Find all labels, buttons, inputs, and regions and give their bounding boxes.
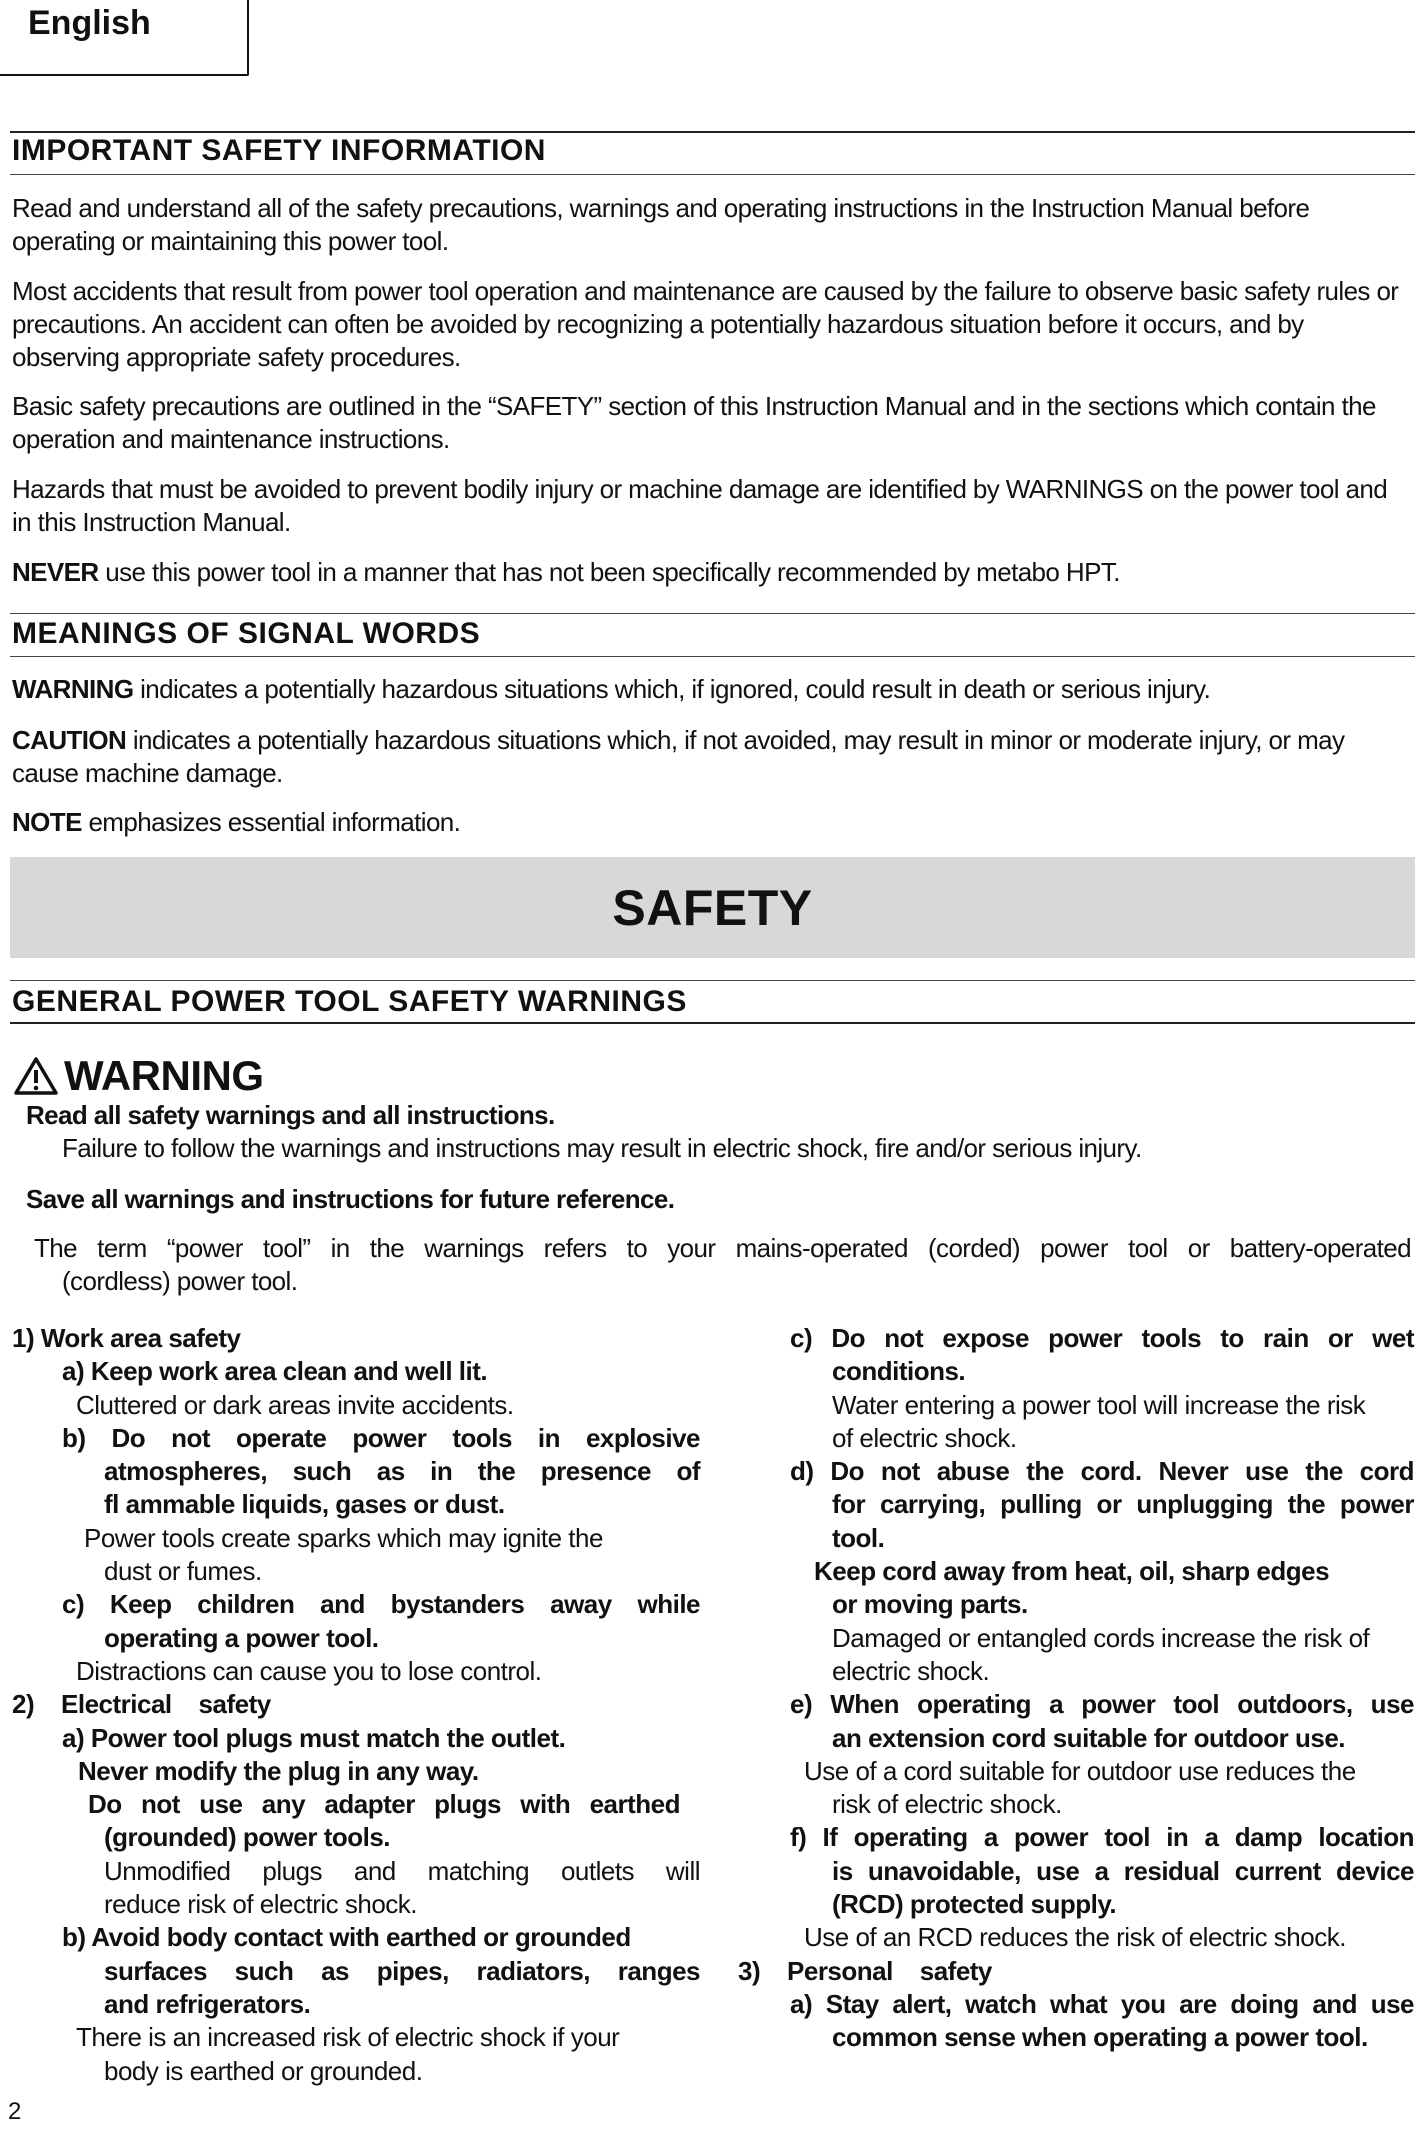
section-rule <box>10 613 1415 614</box>
list-item: or moving parts. <box>832 1589 1028 1620</box>
list-item: 3) Personal safety <box>738 1955 992 1986</box>
list-item: an extension cord suitable for outdoor use. <box>832 1722 1346 1753</box>
list-item: surfaces such as pipes, radiators, ranges <box>104 1955 700 1986</box>
section-title-signal-words: MEANINGS OF SIGNAL WORDS <box>12 617 481 650</box>
list-item: tool. <box>832 1522 885 1553</box>
language-tab <box>0 0 249 76</box>
paragraph-note-meaning <box>12 806 1411 839</box>
list-item: Unmodified plugs and matching outlets will <box>104 1855 700 1886</box>
paragraph-basic-precautions: Basic safety precautions are outlined in the “SAFETY” section of this Instruction Manual and in the sections which contain the operation and maintenance instructions. <box>12 391 1376 454</box>
section-rule <box>10 131 1415 133</box>
read-all-instructions: Read all safety warnings and all instructions. <box>26 1100 555 1130</box>
section-rule <box>10 174 1415 175</box>
list-item: Water entering a power tool will increase the risk <box>832 1389 1366 1420</box>
term-line-1: The term “power tool” in the warnings refers to your mains-operated (corded) power tool or battery-operated <box>34 1233 1411 1263</box>
right-column <box>738 1322 1414 2055</box>
list-item: dust or fumes. <box>104 1556 262 1587</box>
list-item: Use of an RCD reduces the risk of electric shock. <box>804 1922 1346 1953</box>
term-line-2: (cordless) power tool. <box>62 1266 298 1296</box>
list-item: c) Do not expose power tools to rain or wet <box>790 1323 1414 1353</box>
list-item: b) Do not operate power tools in explosive <box>62 1422 700 1453</box>
list-item: Do not use any adapter plugs with earthed <box>88 1789 680 1820</box>
warning-triangle-icon <box>14 1056 58 1096</box>
list-item: b) Avoid body contact with earthed or grounded <box>62 1922 631 1953</box>
paragraph-warning-meaning <box>12 673 1411 706</box>
list-item: f) If operating a power tool in a damp location <box>790 1822 1414 1853</box>
list-item: Cluttered or dark areas invite accidents. <box>76 1389 514 1420</box>
list-item: Damaged or entangled cords increase the risk of <box>832 1622 1370 1653</box>
list-item: c) Keep children and bystanders away while <box>62 1589 700 1620</box>
section-rule <box>10 1022 1415 1024</box>
list-item: e) When operating a power tool outdoors, use <box>790 1689 1414 1720</box>
list-item: 2) Electrical safety <box>12 1689 271 1720</box>
warning-label <box>14 1052 264 1100</box>
list-item: operating a power tool. <box>104 1622 379 1653</box>
list-item: for carrying, pulling or unplugging the power <box>832 1489 1414 1520</box>
list-item: 1) Work area safety <box>12 1323 241 1353</box>
paragraph-most-accidents: Most accidents that result from power tool operation and maintenance are caused by the failure to observe basic safety rules or precautions. An accident can often be avoided by recognizing a potentially hazardous situation before it occurs, and by observing appropriate safety procedures. <box>12 276 1399 372</box>
list-item: a) Stay alert, watch what you are doing and use <box>790 1988 1414 2019</box>
list-item: d) Do not abuse the cord. Never use the cord <box>790 1456 1414 1487</box>
language-tab-label: English <box>28 4 151 42</box>
list-item: is unavoidable, use a residual current device <box>832 1855 1414 1886</box>
list-item: Power tools create sparks which may ignite the <box>84 1522 603 1553</box>
list-item: reduce risk of electric shock. <box>104 1889 418 1920</box>
paragraph-never <box>12 556 1411 589</box>
save-all-instructions: Save all warnings and instructions for future reference. <box>26 1184 675 1214</box>
list-item: risk of electric shock. <box>832 1789 1062 1820</box>
section-title-general-warnings: GENERAL POWER TOOL SAFETY WARNINGS <box>12 985 687 1018</box>
note-lead: NOTE <box>12 807 82 837</box>
list-item: of electric shock. <box>832 1422 1017 1453</box>
list-item: Use of a cord suitable for outdoor use reduces the <box>804 1755 1356 1786</box>
note-text: emphasizes essential information. <box>81 807 461 837</box>
list-item: and refrigerators. <box>104 1988 311 2019</box>
list-item: conditions. <box>832 1356 966 1387</box>
paragraph-caution-meaning <box>12 724 1411 790</box>
list-item: Keep cord away from heat, oil, sharp edges <box>814 1556 1330 1587</box>
list-item: (RCD) protected supply. <box>832 1889 1117 1920</box>
list-item: Never modify the plug in any way. <box>78 1755 479 1786</box>
list-item: There is an increased risk of electric shock if your <box>76 2022 620 2053</box>
caution-lead: CAUTION <box>12 725 127 755</box>
warning-label-text: WARNING <box>64 1052 264 1099</box>
list-item: fl ammable liquids, gases or dust. <box>104 1489 505 1520</box>
failure-text: Failure to follow the warnings and instructions may result in electric shock, fire and/or serious injury. <box>62 1133 1142 1163</box>
paragraph-read-understand: Read and understand all of the safety precautions, warnings and operating instructions in the Instruction Manual before operating or maintaining this power tool. <box>12 193 1310 256</box>
list-item: Distractions can cause you to lose control. <box>76 1655 542 1686</box>
list-item: a) Power tool plugs must match the outlet. <box>62 1722 566 1753</box>
list-item: atmospheres, such as in the presence of <box>104 1456 700 1487</box>
list-item: body is earthed or grounded. <box>104 2055 423 2086</box>
left-column <box>12 1322 700 2088</box>
warning-text: indicates a potentially hazardous situations which, if ignored, could result in death or serious injury. <box>133 674 1211 704</box>
list-item: common sense when operating a power tool. <box>832 2022 1368 2053</box>
safety-banner <box>10 857 1415 958</box>
list-item: a) Keep work area clean and well lit. <box>62 1356 488 1387</box>
paragraph-hazards: Hazards that must be avoided to prevent bodily injury or machine damage are identified by WARNINGS on the power tool and in this Instruction Manual. <box>12 474 1388 537</box>
never-lead: NEVER <box>12 557 99 587</box>
caution-text: indicates a potentially hazardous situations which, if not avoided, may result in minor or moderate injury, or may cause machine damage. <box>12 725 1345 788</box>
section-title-important-safety: IMPORTANT SAFETY INFORMATION <box>12 134 546 167</box>
list-item: (grounded) power tools. <box>104 1822 391 1853</box>
safety-banner-title: SAFETY <box>612 879 813 936</box>
never-text: use this power tool in a manner that has not been specifically recommended by metabo HPT. <box>98 557 1120 587</box>
warning-lead: WARNING <box>12 674 134 704</box>
section-rule <box>10 980 1415 981</box>
section-rule <box>10 656 1415 657</box>
page-number: 2 <box>8 2098 22 2125</box>
list-item: electric shock. <box>832 1655 990 1686</box>
